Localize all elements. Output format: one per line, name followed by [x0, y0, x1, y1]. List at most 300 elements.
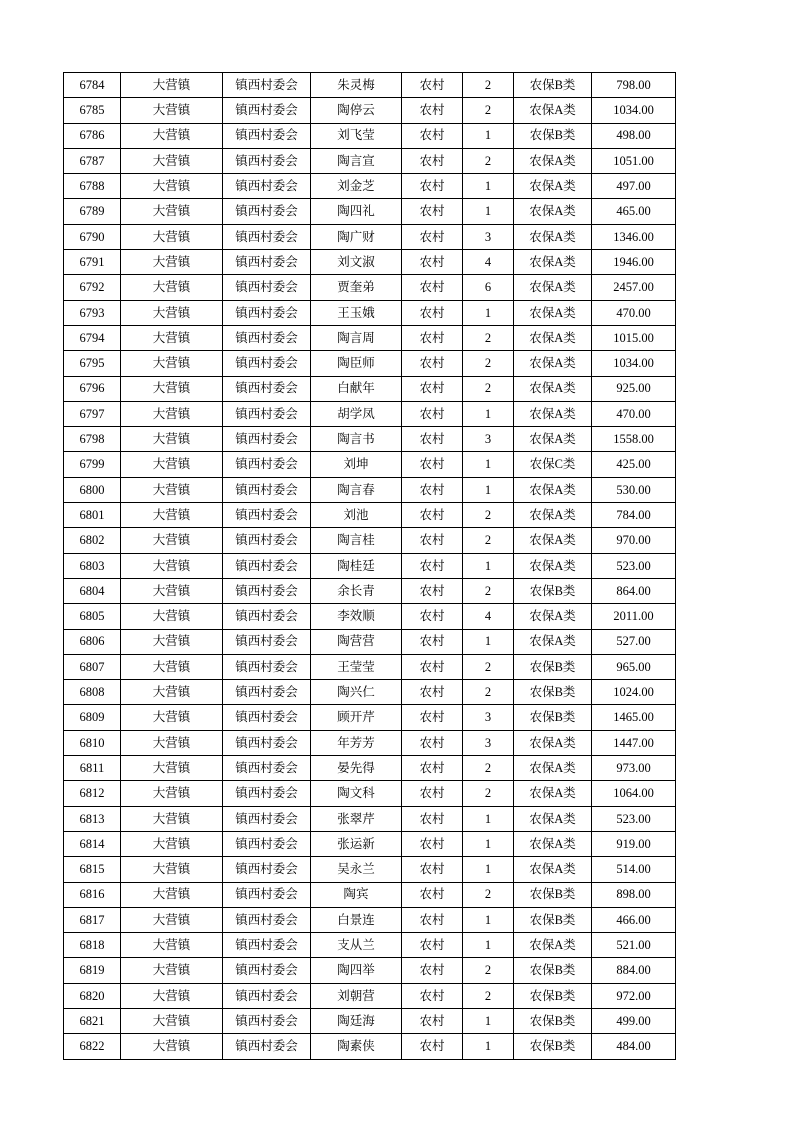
cell-insurance_type: 农保A类: [514, 730, 592, 755]
cell-name: 陶素侠: [311, 1034, 402, 1059]
cell-residence: 农村: [402, 983, 463, 1008]
table-row: [64, 907, 676, 932]
cell-name: 王莹莹: [311, 654, 402, 679]
cell-persons: 3: [463, 224, 514, 249]
table-row: [64, 857, 676, 882]
cell-name: 陶停云: [311, 98, 402, 123]
cell-persons: 1: [463, 806, 514, 831]
cell-town: 大营镇: [121, 528, 223, 553]
cell-amount: 2457.00: [592, 275, 676, 300]
cell-persons: 1: [463, 174, 514, 199]
cell-residence: 农村: [402, 553, 463, 578]
cell-serial: 6819: [64, 958, 121, 983]
cell-village: 镇西村委会: [223, 148, 311, 173]
cell-insurance_type: 农保A类: [514, 224, 592, 249]
cell-persons: 2: [463, 376, 514, 401]
cell-serial: 6817: [64, 907, 121, 932]
cell-serial: 6786: [64, 123, 121, 148]
cell-persons: 1: [463, 199, 514, 224]
cell-insurance_type: 农保B类: [514, 1008, 592, 1033]
cell-insurance_type: 农保C类: [514, 452, 592, 477]
cell-residence: 农村: [402, 882, 463, 907]
table-row: [64, 503, 676, 528]
cell-amount: 498.00: [592, 123, 676, 148]
cell-insurance_type: 农保B类: [514, 705, 592, 730]
cell-insurance_type: 农保A类: [514, 857, 592, 882]
cell-residence: 农村: [402, 427, 463, 452]
cell-village: 镇西村委会: [223, 98, 311, 123]
cell-village: 镇西村委会: [223, 528, 311, 553]
cell-name: 陶臣师: [311, 351, 402, 376]
cell-insurance_type: 农保A类: [514, 351, 592, 376]
cell-persons: 1: [463, 629, 514, 654]
cell-name: 陶廷海: [311, 1008, 402, 1033]
cell-persons: 2: [463, 756, 514, 781]
cell-name: 陶兴仁: [311, 680, 402, 705]
cell-village: 镇西村委会: [223, 325, 311, 350]
cell-insurance_type: 农保B类: [514, 983, 592, 1008]
cell-persons: 2: [463, 351, 514, 376]
table-row: [64, 604, 676, 629]
cell-amount: 864.00: [592, 578, 676, 603]
cell-serial: 6803: [64, 553, 121, 578]
cell-residence: 农村: [402, 857, 463, 882]
cell-name: 王玉娥: [311, 300, 402, 325]
cell-serial: 6809: [64, 705, 121, 730]
cell-name: 贾奎弟: [311, 275, 402, 300]
cell-amount: 484.00: [592, 1034, 676, 1059]
cell-serial: 6810: [64, 730, 121, 755]
cell-village: 镇西村委会: [223, 300, 311, 325]
cell-name: 白献年: [311, 376, 402, 401]
cell-town: 大营镇: [121, 806, 223, 831]
cell-persons: 2: [463, 98, 514, 123]
cell-serial: 6791: [64, 250, 121, 275]
cell-serial: 6808: [64, 680, 121, 705]
cell-residence: 农村: [402, 958, 463, 983]
cell-amount: 523.00: [592, 553, 676, 578]
cell-serial: 6818: [64, 933, 121, 958]
cell-serial: 6813: [64, 806, 121, 831]
table-row: [64, 224, 676, 249]
cell-village: 镇西村委会: [223, 351, 311, 376]
cell-village: 镇西村委会: [223, 958, 311, 983]
table-row: [64, 325, 676, 350]
table-row: [64, 629, 676, 654]
cell-amount: 1064.00: [592, 781, 676, 806]
cell-name: 陶言书: [311, 427, 402, 452]
cell-name: 吴永兰: [311, 857, 402, 882]
cell-serial: 6795: [64, 351, 121, 376]
cell-serial: 6793: [64, 300, 121, 325]
cell-insurance_type: 农保A类: [514, 806, 592, 831]
table-row: [64, 477, 676, 502]
cell-amount: 527.00: [592, 629, 676, 654]
cell-town: 大营镇: [121, 224, 223, 249]
cell-town: 大营镇: [121, 174, 223, 199]
cell-serial: 6812: [64, 781, 121, 806]
cell-village: 镇西村委会: [223, 427, 311, 452]
table-row: [64, 1008, 676, 1033]
table-row: [64, 756, 676, 781]
cell-name: 陶四举: [311, 958, 402, 983]
cell-residence: 农村: [402, 831, 463, 856]
cell-village: 镇西村委会: [223, 123, 311, 148]
cell-village: 镇西村委会: [223, 376, 311, 401]
cell-residence: 农村: [402, 477, 463, 502]
cell-insurance_type: 农保A类: [514, 831, 592, 856]
cell-name: 张运新: [311, 831, 402, 856]
cell-persons: 2: [463, 983, 514, 1008]
cell-residence: 农村: [402, 933, 463, 958]
cell-residence: 农村: [402, 376, 463, 401]
table-row: [64, 705, 676, 730]
cell-residence: 农村: [402, 528, 463, 553]
cell-village: 镇西村委会: [223, 477, 311, 502]
cell-serial: 6805: [64, 604, 121, 629]
cell-persons: 3: [463, 705, 514, 730]
cell-residence: 农村: [402, 401, 463, 426]
cell-insurance_type: 农保A类: [514, 199, 592, 224]
cell-amount: 1465.00: [592, 705, 676, 730]
cell-serial: 6804: [64, 578, 121, 603]
cell-name: 张翠芹: [311, 806, 402, 831]
cell-name: 刘文淑: [311, 250, 402, 275]
cell-name: 余长青: [311, 578, 402, 603]
cell-persons: 1: [463, 477, 514, 502]
cell-persons: 1: [463, 831, 514, 856]
cell-town: 大营镇: [121, 98, 223, 123]
cell-amount: 1024.00: [592, 680, 676, 705]
cell-insurance_type: 农保A类: [514, 376, 592, 401]
cell-insurance_type: 农保A类: [514, 781, 592, 806]
cell-town: 大营镇: [121, 452, 223, 477]
cell-town: 大营镇: [121, 882, 223, 907]
cell-serial: 6796: [64, 376, 121, 401]
cell-amount: 1034.00: [592, 351, 676, 376]
table-row: [64, 250, 676, 275]
cell-serial: 6811: [64, 756, 121, 781]
table-row: [64, 401, 676, 426]
cell-residence: 农村: [402, 503, 463, 528]
cell-village: 镇西村委会: [223, 250, 311, 275]
table-row: [64, 528, 676, 553]
cell-town: 大营镇: [121, 1034, 223, 1059]
cell-town: 大营镇: [121, 857, 223, 882]
cell-persons: 2: [463, 325, 514, 350]
table-row: [64, 376, 676, 401]
cell-insurance_type: 农保A类: [514, 401, 592, 426]
cell-persons: 2: [463, 528, 514, 553]
cell-amount: 1946.00: [592, 250, 676, 275]
cell-town: 大营镇: [121, 553, 223, 578]
cell-name: 陶言宣: [311, 148, 402, 173]
cell-village: 镇西村委会: [223, 730, 311, 755]
table-row: [64, 300, 676, 325]
table-row: [64, 730, 676, 755]
table-row: [64, 983, 676, 1008]
table-row: [64, 148, 676, 173]
cell-name: 刘朝营: [311, 983, 402, 1008]
cell-serial: 6787: [64, 148, 121, 173]
cell-amount: 521.00: [592, 933, 676, 958]
cell-serial: 6821: [64, 1008, 121, 1033]
table-row: [64, 452, 676, 477]
cell-town: 大营镇: [121, 503, 223, 528]
cell-amount: 925.00: [592, 376, 676, 401]
cell-village: 镇西村委会: [223, 756, 311, 781]
cell-insurance_type: 农保A类: [514, 275, 592, 300]
cell-name: 陶桂廷: [311, 553, 402, 578]
table-row: [64, 199, 676, 224]
cell-insurance_type: 农保A类: [514, 300, 592, 325]
cell-amount: 470.00: [592, 300, 676, 325]
cell-village: 镇西村委会: [223, 680, 311, 705]
cell-persons: 1: [463, 553, 514, 578]
cell-insurance_type: 农保A类: [514, 933, 592, 958]
cell-persons: 2: [463, 503, 514, 528]
cell-residence: 农村: [402, 730, 463, 755]
cell-village: 镇西村委会: [223, 882, 311, 907]
cell-village: 镇西村委会: [223, 553, 311, 578]
cell-amount: 970.00: [592, 528, 676, 553]
cell-name: 顾开芹: [311, 705, 402, 730]
cell-village: 镇西村委会: [223, 907, 311, 932]
cell-name: 白景连: [311, 907, 402, 932]
cell-residence: 农村: [402, 73, 463, 98]
cell-persons: 1: [463, 907, 514, 932]
cell-residence: 农村: [402, 250, 463, 275]
table-row: [64, 806, 676, 831]
cell-insurance_type: 农保A类: [514, 503, 592, 528]
cell-name: 陶营营: [311, 629, 402, 654]
cell-serial: 6798: [64, 427, 121, 452]
cell-town: 大营镇: [121, 401, 223, 426]
cell-serial: 6794: [64, 325, 121, 350]
cell-serial: 6799: [64, 452, 121, 477]
cell-insurance_type: 农保B类: [514, 578, 592, 603]
cell-insurance_type: 农保B类: [514, 882, 592, 907]
table-row: [64, 882, 676, 907]
cell-town: 大营镇: [121, 73, 223, 98]
cell-name: 陶言桂: [311, 528, 402, 553]
cell-town: 大营镇: [121, 1008, 223, 1033]
cell-residence: 农村: [402, 174, 463, 199]
cell-village: 镇西村委会: [223, 857, 311, 882]
cell-persons: 1: [463, 401, 514, 426]
cell-residence: 农村: [402, 629, 463, 654]
cell-town: 大营镇: [121, 123, 223, 148]
cell-persons: 3: [463, 427, 514, 452]
cell-town: 大营镇: [121, 983, 223, 1008]
cell-insurance_type: 农保A类: [514, 250, 592, 275]
cell-village: 镇西村委会: [223, 831, 311, 856]
cell-village: 镇西村委会: [223, 629, 311, 654]
cell-amount: 972.00: [592, 983, 676, 1008]
cell-town: 大营镇: [121, 578, 223, 603]
cell-name: 陶言周: [311, 325, 402, 350]
cell-village: 镇西村委会: [223, 983, 311, 1008]
cell-amount: 884.00: [592, 958, 676, 983]
table-row: [64, 73, 676, 98]
cell-town: 大营镇: [121, 756, 223, 781]
cell-serial: 6820: [64, 983, 121, 1008]
cell-serial: 6790: [64, 224, 121, 249]
cell-serial: 6801: [64, 503, 121, 528]
cell-village: 镇西村委会: [223, 452, 311, 477]
cell-town: 大营镇: [121, 148, 223, 173]
cell-amount: 1346.00: [592, 224, 676, 249]
cell-serial: 6785: [64, 98, 121, 123]
cell-amount: 530.00: [592, 477, 676, 502]
cell-village: 镇西村委会: [223, 806, 311, 831]
cell-serial: 6822: [64, 1034, 121, 1059]
cell-persons: 1: [463, 300, 514, 325]
cell-residence: 农村: [402, 351, 463, 376]
cell-amount: 965.00: [592, 654, 676, 679]
cell-residence: 农村: [402, 1034, 463, 1059]
cell-persons: 1: [463, 857, 514, 882]
cell-insurance_type: 农保A类: [514, 477, 592, 502]
cell-town: 大营镇: [121, 958, 223, 983]
cell-insurance_type: 农保A类: [514, 148, 592, 173]
cell-residence: 农村: [402, 224, 463, 249]
cell-insurance_type: 农保A类: [514, 98, 592, 123]
cell-persons: 1: [463, 1034, 514, 1059]
table-row: [64, 1034, 676, 1059]
cell-insurance_type: 农保B类: [514, 958, 592, 983]
cell-insurance_type: 农保B类: [514, 654, 592, 679]
cell-village: 镇西村委会: [223, 781, 311, 806]
cell-town: 大营镇: [121, 781, 223, 806]
cell-serial: 6802: [64, 528, 121, 553]
cell-insurance_type: 农保A类: [514, 528, 592, 553]
cell-town: 大营镇: [121, 427, 223, 452]
cell-amount: 499.00: [592, 1008, 676, 1033]
table-row: [64, 578, 676, 603]
cell-name: 刘金芝: [311, 174, 402, 199]
cell-village: 镇西村委会: [223, 604, 311, 629]
cell-persons: 2: [463, 578, 514, 603]
cell-town: 大营镇: [121, 275, 223, 300]
cell-persons: 2: [463, 958, 514, 983]
cell-name: 年芳芳: [311, 730, 402, 755]
cell-town: 大营镇: [121, 680, 223, 705]
cell-serial: 6800: [64, 477, 121, 502]
cell-serial: 6797: [64, 401, 121, 426]
cell-persons: 2: [463, 148, 514, 173]
cell-serial: 6784: [64, 73, 121, 98]
cell-village: 镇西村委会: [223, 401, 311, 426]
cell-name: 陶宾: [311, 882, 402, 907]
cell-amount: 1558.00: [592, 427, 676, 452]
cell-amount: 514.00: [592, 857, 676, 882]
cell-town: 大营镇: [121, 477, 223, 502]
table-row: [64, 831, 676, 856]
cell-village: 镇西村委会: [223, 654, 311, 679]
cell-insurance_type: 农保A类: [514, 629, 592, 654]
cell-name: 刘池: [311, 503, 402, 528]
cell-insurance_type: 农保B类: [514, 680, 592, 705]
cell-village: 镇西村委会: [223, 73, 311, 98]
cell-residence: 农村: [402, 604, 463, 629]
table-row: [64, 933, 676, 958]
cell-town: 大营镇: [121, 831, 223, 856]
cell-insurance_type: 农保A类: [514, 174, 592, 199]
cell-amount: 1034.00: [592, 98, 676, 123]
table-body: [64, 73, 676, 1060]
cell-residence: 农村: [402, 300, 463, 325]
cell-residence: 农村: [402, 781, 463, 806]
cell-amount: 425.00: [592, 452, 676, 477]
table-row: [64, 351, 676, 376]
cell-persons: 2: [463, 882, 514, 907]
cell-amount: 1015.00: [592, 325, 676, 350]
cell-residence: 农村: [402, 123, 463, 148]
cell-residence: 农村: [402, 275, 463, 300]
cell-town: 大营镇: [121, 376, 223, 401]
cell-name: 陶言春: [311, 477, 402, 502]
cell-residence: 农村: [402, 98, 463, 123]
cell-persons: 4: [463, 250, 514, 275]
cell-persons: 3: [463, 730, 514, 755]
cell-amount: 466.00: [592, 907, 676, 932]
cell-name: 朱灵梅: [311, 73, 402, 98]
cell-residence: 农村: [402, 756, 463, 781]
cell-village: 镇西村委会: [223, 174, 311, 199]
cell-amount: 1447.00: [592, 730, 676, 755]
cell-town: 大营镇: [121, 629, 223, 654]
cell-village: 镇西村委会: [223, 933, 311, 958]
cell-village: 镇西村委会: [223, 275, 311, 300]
cell-town: 大营镇: [121, 325, 223, 350]
cell-name: 刘坤: [311, 452, 402, 477]
cell-village: 镇西村委会: [223, 578, 311, 603]
table-row: [64, 174, 676, 199]
cell-name: 陶广财: [311, 224, 402, 249]
cell-serial: 6807: [64, 654, 121, 679]
cell-amount: 465.00: [592, 199, 676, 224]
cell-persons: 1: [463, 933, 514, 958]
cell-village: 镇西村委会: [223, 503, 311, 528]
cell-residence: 农村: [402, 680, 463, 705]
cell-persons: 4: [463, 604, 514, 629]
cell-town: 大营镇: [121, 351, 223, 376]
cell-serial: 6792: [64, 275, 121, 300]
cell-insurance_type: 农保B类: [514, 123, 592, 148]
cell-name: 李效顺: [311, 604, 402, 629]
cell-name: 刘飞莹: [311, 123, 402, 148]
table-row: [64, 98, 676, 123]
cell-persons: 2: [463, 73, 514, 98]
cell-serial: 6814: [64, 831, 121, 856]
table-row: [64, 275, 676, 300]
table-row: [64, 680, 676, 705]
cell-residence: 农村: [402, 806, 463, 831]
cell-amount: 523.00: [592, 806, 676, 831]
cell-serial: 6788: [64, 174, 121, 199]
cell-insurance_type: 农保B类: [514, 907, 592, 932]
cell-persons: 2: [463, 680, 514, 705]
cell-insurance_type: 农保A类: [514, 553, 592, 578]
cell-serial: 6815: [64, 857, 121, 882]
cell-residence: 农村: [402, 705, 463, 730]
cell-residence: 农村: [402, 199, 463, 224]
cell-village: 镇西村委会: [223, 199, 311, 224]
cell-town: 大营镇: [121, 654, 223, 679]
cell-town: 大营镇: [121, 933, 223, 958]
table-row: [64, 654, 676, 679]
